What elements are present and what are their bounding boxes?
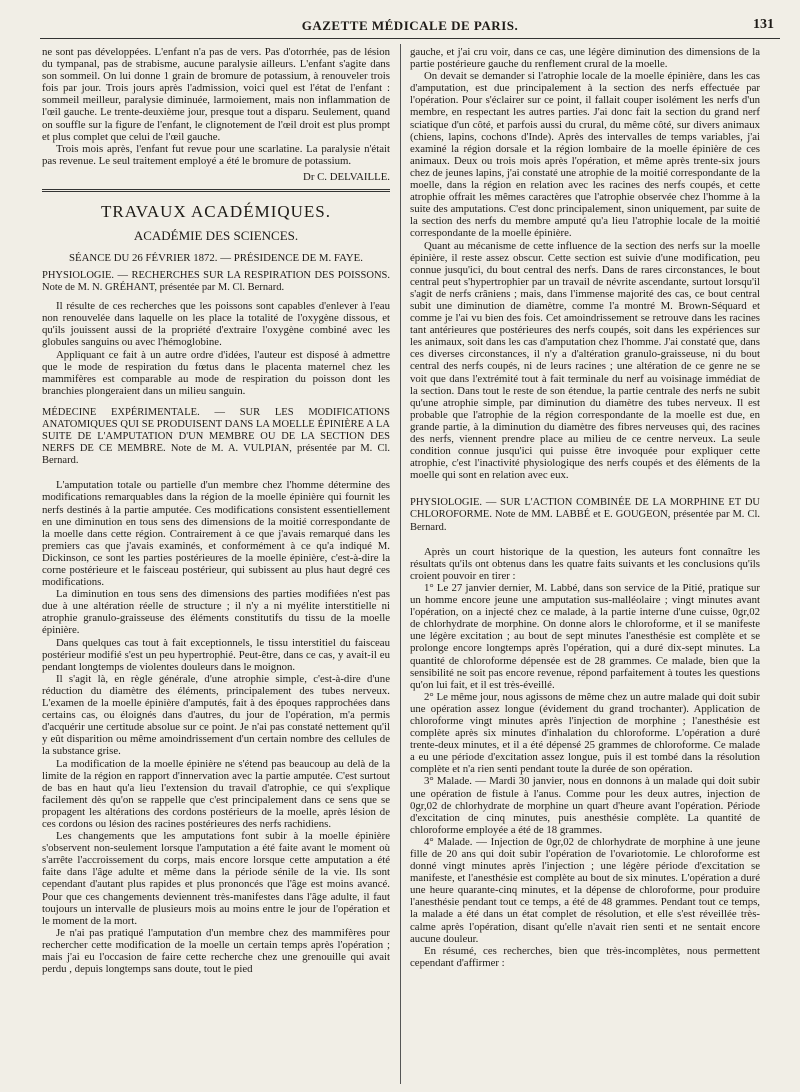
paragraph: Il résulte de ces recherches que les poissons sont capables d'enlever à l'eau non renouvelée dans laquelle on les place la totalité de l'oxygène dissous, et qu'ils jouissent aussi de la propriété d'extraire l'oxygène combiné avec les globules sanguins ou avec l'hémoglobine. — [42, 300, 390, 349]
paragraph: 3° Malade. — Mardi 30 janvier, nous en donnons à un malade qui doit subir une opération de fistule à l'anus. Comme pour les deux autres, injection de 0gr,02 de chlorhydrate de morphine un quart d'heure avant l'opération. Période d'excitation de cinq minutes, puis anesthésie complète. La quantité de chloroforme employée a été de 18 grammes. — [410, 775, 760, 836]
paragraph: Appliquant ce fait à un autre ordre d'idées, l'auteur est disposé à admettre que le mode de respiration du fœtus dans le placenta maternel chez les mammifères est comparable au mode de respiration du poisson dont les branchies plongeraient dans un milieu sanguin. — [42, 348, 390, 397]
paragraph: La diminution en tous sens des dimensions des parties modifiées n'est pas due à une altération réelle de structure ; il n'y a ni myélite interstitielle ni atrophie granulo-graisseuse des éléments constitutifs du tissu de la moelle épinière. — [42, 588, 390, 637]
page-header — [40, 16, 780, 39]
paragraph: 1° Le 27 janvier dernier, M. Labbé, dans son service de la Pitié, pratique sur un homme encore jeune une amputation sus-malléolaire ; vingt minutes avant l'opération, on a injecté chez ce malade, à la partie interne d'une cuisse, 0gr,02 de chlorhydrate de morphine. On donne alors le chloroforme, et il se manifeste une légère excitation ; au bout de sept minutes l'anesthésie est complète et se prolonge encore longtemps après l'opération, qui a duré dix-sept minutes. La quantité de chloroforme dépensée est de 28 grammes. Ce malade, bien que la sensibilité ne soit pas encore revenue, répond parfaitement à toutes les questions qu'on lui fait, et il est très-éveillé. — [410, 581, 760, 691]
paragraph: 4° Malade. — Injection de 0gr,02 de chlorhydrate de morphine à une jeune fille de 20 ans qui doit subir l'opération de l'ovariotomie. Le chloroforme est donné vingt minutes après l'injection ; une légère période d'excitation se manifeste, et l'anesthésie est complète au bout de six minutes. L'opération a duré une heure quarante-cinq minutes, et la dépense de chloroforme, pour produire l'anesthésie pendant tout ce temps, a été de 48 grammes. Pendant tout ce temps, la malade a été dans un état complet de résolution, et elle s'est réveillée très-calme après l'opération, disant qu'elle n'avait rien senti et ne sentait encore aucune douleur. — [410, 835, 760, 945]
paragraph: Les changements que les amputations font subir à la moelle épinière s'observent non-seulement lorsque l'amputation a été faite avant le moment où s'arrête l'accroissement du corps, mais encore lorsque cette amputation a été faite dans l'âge adulte et même dans la période sénile de la vie. Ils sont cependant d'autant plus rapides et plus prononcés que l'âge est moins avancé. Pour que ces changements deviennent très-manifestes dans l'âge adulte, il faut toujours un intervalle de plusieurs mois au moins entre le jour de l'opération et le moment de la mort. — [42, 830, 390, 927]
session-line: SÉANCE DU 26 FÉVRIER 1872. — PRÉSIDENCE DE M. FAYE. — [69, 251, 363, 264]
paragraph: Il s'agit là, en règle générale, d'une atrophie simple, c'est-à-dire d'une réduction du diamètre des éléments, principalement des tubes nerveux. L'examen de la moelle épinière d'amputés, fait à des époques rapprochées dans certains cas, ou éloignés dans d'autres, du jour de l'opération, m'a permis d'acquérir une certitude absolue sur ce point. Je n'ai pas constaté nettement qu'il y eût disparition ou même amoindrissement d'un certain nombre des cellules de la substance grise. — [42, 672, 390, 758]
author-signature: Dr C. DELVAILLE. — [303, 170, 390, 183]
paper-heading: PHYSIOLOGIE. — SUR L'ACTION COMBINÉE DE LA MORPHINE ET DU CHLOROFORME. Note de MM. LABBÉ et E. GOUGEON, présentée par M. Cl. Bernard. — [410, 497, 760, 533]
paragraph: On devait se demander si l'atrophie locale de la moelle épinière, dans les cas d'amputation, est due principalement à la section des nerfs effectuée par l'opération. Pour s'éclairer sur ce point, il fallait couper isolément les nerfs d'un membre, en respectant les autres parties. J'ai donc fait la section du grand nerf sciatique d'un côté, et parfois aussi du crural, du même côté, sur divers animaux (chiens, lapins, cochons d'Inde). Après des intervalles de temps variables, j'ai examiné la région dorsale et la région lombaire de la moelle épinière de ces animaux. Deux ou trois mois après l'opération, et même après trente-six jours chez de jeunes lapins, j'ai constaté une atrophie de la moitié correspondante de la moelle, dans la région en relation avec les racines des nerfs coupés, et cette atrophie offrait les mêmes caractères que l'atrophie observée chez l'homme à la suite des amputations. C'est donc principalement, sinon uniquement, par suite de la section des nerfs du membre amputé qu'a lieu l'atrophie locale de la moitié correspondante de la moelle épinière. — [410, 70, 760, 240]
paragraph: Dans quelques cas tout à fait exceptionnels, le tissu interstitiel du faisceau postérieur modifié s'est un peu hypertrophié. Peut-être, dans ce cas, y avait-il eu pendant longtemps de violentes douleurs dans le moignon. — [42, 636, 390, 673]
right-column — [410, 46, 760, 969]
paragraph: Trois mois après, l'enfant fut revue pour une scarlatine. La paralysie n'était pas revenue. Le seul traitement employé a été le bromure de potassium. — [42, 142, 390, 167]
paragraph: En résumé, ces recherches, bien que très-incomplètes, nous permettent cependant d'affirmer : — [410, 944, 760, 969]
paragraph: La modification de la moelle épinière ne s'étend pas beaucoup au delà de la limite de la région en rapport d'innervation avec la partie amputée. C'est surtout de bas en haut qu'a lieu l'extension du travail d'atrophie, ce qui s'explique facilement dès qu'on se rappelle que c'est principalement dans ce sens que se propagent les altérations des cordons postérieurs de la moelle, après lésion de ces cordons ou lésion des racines postérieures des nerfs rachidiens. — [42, 757, 390, 830]
paragraph: L'amputation totale ou partielle d'un membre chez l'homme détermine des modifications remarquables dans la région de la moelle épinière qui fournit les nerfs destinés à la partie amputée. Ces modifications consistent essentiellement en une diminution en tous sens des dimensions de la moitié correspondante de la moelle dans cette région. Contrairement à ce que j'avais remarqué dans les premiers cas que j'avais examinés, et conformément à ce qu'a indiqué M. Dickinson, ce sont les parties postérieures de la moelle épinière, c'est-à-dire la corne postérieure et le faisceau postérieur, qui subissent au plus haut degré ces modifications. — [42, 479, 390, 589]
paragraph: 2° Le même jour, nous agissons de même chez un autre malade qui doit subir une opération assez longue (évidement du grand trochanter). Application de chloroforme vingt minutes après l'injection de morphine ; l'anesthésie est complète après six minutes d'inhalation du chloroforme. L'opération a duré trente-deux minutes, et il a été dépensé 25 grammes de chloroforme. Ce malade a eu une période d'excitation assez longue, puis il est tombé dans la résolution complète et n'a rien senti pendant toute la durée de son opération. — [410, 690, 760, 776]
paragraph: Je n'ai pas pratiqué l'amputation d'un membre chez des mammifères pour rechercher cette modification de la moelle un certain temps après l'opération ; mais j'ai eu l'occasion de faire cette recherche chez une grenouille qui avait perdu , depuis longtemps sans doute, tout le pied — [42, 926, 390, 976]
section-subtitle: ACADÉMIE DES SCIENCES. — [133, 227, 299, 243]
paragraph: ne sont pas développées. L'enfant n'a pas de vers. Pas d'otorrhée, pas de lésion du tympanal, pas de strabisme, aucune paralysie ailleurs. L'enfant s'agite dans son sommeil. On lui donne 1 grain de bromure de potassium, à renouveler trois fois par jour. Trois jours après l'admission, voici quel est l'état de l'enfant : sommeil meilleur, paralysie diminuée, larmoiement, mais non inflammation de l'œil gauche. Le trente-deuxième jour, presque tout a disparu. Seulement, quand on souffle sur la figure de l'enfant, le clignotement de l'œil droit est plus prompt et plus complet que celui de l'œil gauche. — [42, 46, 390, 143]
left-column — [42, 46, 390, 975]
paragraph: Quant au mécanisme de cette influence de la section des nerfs sur la moelle épinière, il reste assez obscur. Cette section est suivie d'une modification, peu connue jusqu'ici, du bout central des nerfs. Dans de rares circonstances, le bout central peut s'hypertrophier par un travail de névrite ascendante, surtout lorsqu'il s'agit de nerfs crâniens ; mais, dans l'immense majorité des cas, ce bout central subit une diminution de diamètre, comme l'a montré M. Brown-Séquard et comme je l'ai vu bien des fois. Cet amoindrissement se retrouve dans les racines tant antérieures que postérieures des nerfs coupés, soit dans les expériences sur les animaux, soit dans les cas d'amputation chez l'homme. J'ai constaté que, dans ces diverses circonstances, il n'y a d'altération granulo-graisseuse, ni du bout central des nerfs coupés, ni de leurs racines ; une altération de ce genre ne se voit que dans l'extrémité tout à fait terminale du nerf au voisinage immédiat de la section. Dans tout le reste de son étendue, la partie centrale des nerfs ne subit qu'une atrophie simple, par diminution du diamètre des tubes nerveux. Il est probable que l'atrophie de la région correspondante de la moelle est due, en grande partie, à la diminution du diamètre des fibres nerveuses qui, des racines des nerfs, viennent prendre place au milieu de ce centre nerveux. La seule condition connue jusqu'ici qui puisse être invoquée pour expliquer cette atrophie, c'est l'inactivité physiologique des nerfs coupés et des éléments de la moelle qui sont en relation avec eux. — [410, 239, 760, 482]
journal-title: GAZETTE MÉDICALE DE PARIS. — [301, 18, 519, 33]
page-number: 131 — [753, 17, 774, 32]
section-title: TRAVAUX ACADÉMIQUES. — [100, 201, 331, 221]
paragraph: gauche, et j'ai cru voir, dans ce cas, une légère diminution des dimensions de la partie postérieure gauche du renflement crural de la moelle. — [410, 46, 760, 71]
paper-heading: PHYSIOLOGIE. — RECHERCHES SUR LA RESPIRATION DES POISSONS. Note de M. N. GRÉHANT, présentée par M. Cl. Bernard. — [42, 269, 390, 294]
section-divider — [42, 189, 390, 192]
column-divider — [400, 44, 401, 1084]
paragraph: Après un court historique de la question, les auteurs font connaître les résultats qu'ils ont obtenus dans les quatre faits suivants et les conclusions qu'ils croient pouvoir en tirer : — [410, 545, 760, 582]
paper-heading: MÉDECINE EXPÉRIMENTALE. — SUR LES MODIFICATIONS ANATOMIQUES QUI SE PRODUISENT DANS LA MOELLE ÉPINIÈRE A LA SUITE DE L'AMPUTATION D'UN MEMBRE OU DE LA SECTION DES NERFS DE CE MEMBRE. Note de M. A. VULPIAN, présentée par M. Cl. Bernard. — [42, 406, 390, 467]
